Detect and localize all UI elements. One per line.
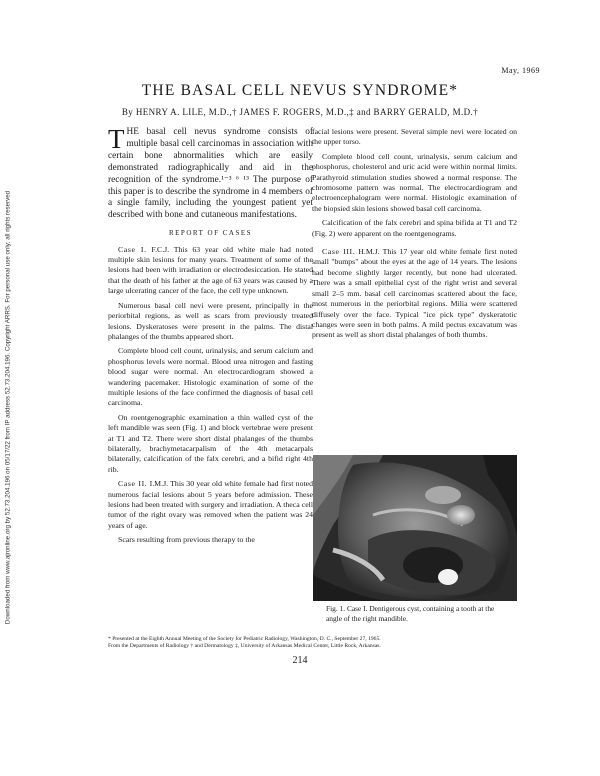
right-paragraph-2: Complete blood cell count, urinalysis, serum calcium and phosphorus, cholesterol and uric acid were within normal limits. Parathyroid stimulation studies showed a normal response. The chromosome pattern was normal. The electrocardiogram and electroencephalogram were normal. Histologic examination of the biopsied skin lesions showed basal cell carcinoma. xyxy=(312,151,517,213)
article-title: THE BASAL CELL NEVUS SYNDROME* xyxy=(141,82,459,99)
case1-paragraph-3: Complete blood cell count, urinalysis, and serum calcium and phosphorus levels were normal. Blood urea nitrogen and fasting blood sugar were normal. An electrocardiogram showed a wandering pacemaker. Histologic examination of some of the multiple lesions of the face confirmed the diagnosis of basal cell carcinoma. xyxy=(108,346,313,408)
case2-paragraph-2: Scars resulting from previous therapy to the xyxy=(118,535,255,545)
case2-text-1: I.M.J. This 30 year old white female had first noted numerous facial lesions about 5 years before admission. These lesions had been treated with surgery and irradiation. A theca cell tumor of the right ovary was removed when the patient was 24 years of age. xyxy=(108,479,313,530)
download-notice-sidebar xyxy=(2,130,14,690)
figure-caption xyxy=(326,604,511,623)
section-heading: REPORT OF CASES xyxy=(168,229,253,238)
case1-paragraph-2: Numerous basal cell nevi were present, principally in the periorbital regions, as well as scars from previously treated lesions. Dyskeratoses were present in the palms. The distal phalanges of the thumbs appeared short. xyxy=(108,300,313,341)
right-paragraph-1: facial lesions were present. Several simple nevi were located on the upper torso. xyxy=(312,127,517,147)
article-authors: By HENRY A. LILE, M.D.,† JAMES F. ROGERS, M.D.,‡ and BARRY GERALD, M.D.† xyxy=(121,107,479,117)
mandible-radiograph-image xyxy=(313,455,517,601)
footnote-affiliation: From the Departments of Radiology † and Dermatology ‡, University of Arkansas Medical Center, Little Rock, Arkansas. xyxy=(108,643,381,650)
issue-date: May, 1969 xyxy=(501,66,540,75)
radiograph-figure xyxy=(313,455,517,601)
footnotes xyxy=(108,636,518,651)
download-notice-text: Downloaded from www.ajronline.org by 52.73.204.196 on 05/17/22 from IP address 52.73.204.196. Copyright ARRS. For personal use only; all rights reserved xyxy=(4,190,12,625)
page-number: 214 xyxy=(292,655,308,666)
case1-paragraph-4: On roentgenographic examination a thin walled cyst of the left mandible was seen (Fig. 1) and block vertebrae were present at T1 and T2. There were short distal phalanges of the thumbs bilaterally, brachymetacarpalism of the 4th metacarpals bilaterally, calcification of the falx cerebri, and a bifid right 4th rib. xyxy=(108,412,313,474)
footnote-presented: * Presented at the Eighth Annual Meeting of the Society for Pediatric Radiology, Washington, D. C., September 27, 1965. xyxy=(108,636,381,642)
figure-caption-text: Case I. Dentigerous cyst, containing a tooth at the angle of the right mandible. xyxy=(326,604,495,623)
case3-label: Case III. xyxy=(322,247,356,257)
case1-paragraph-1 xyxy=(108,245,313,297)
right-column xyxy=(312,127,517,345)
case3-paragraph xyxy=(312,247,517,341)
case2-paragraph-1 xyxy=(108,479,313,531)
figure-caption-label: Fig. 1. xyxy=(326,604,346,613)
drop-cap: T xyxy=(108,124,125,154)
right-paragraph-3: Calcification of the falx cerebri and spina bifida at T1 and T2 (Fig. 2) were apparent on the roentgenograms. xyxy=(312,218,517,238)
intro-text: HE basal cell nevus syndrome consists of multiple basal cell carcinomas in association with certain bone abnormalities which are easily demonstrated radiographically and aid in the recognition of the syndrome.¹⁻³ ⁶ ¹³ The purpose of this paper is to describe the syndrome in 4 members of a single family, including the youngest patient yet described with bone and cutaneous manifestations. xyxy=(108,127,313,221)
case3-text: H.M.J. This 17 year old white female first noted small "bumps" about the eyes at the age of 14 years. The lesions had become slightly larger recently, but none had ulcerated. There was a small epithelial cyst of the right wrist and several small 2–5 mm. basal cell carcinomas scattered about the face, most numerous in the periorbital regions. Milia were scattered diffusely over the face. Typical "ice pick type" dyskeratotic changes were seen in both palms. A mild pectus excavatum was present as well as short distal phalanges of both thumbs. xyxy=(312,247,517,340)
case1-label: Case I. xyxy=(118,244,147,254)
intro-paragraph xyxy=(108,124,313,222)
case2-label: Case II. xyxy=(118,479,148,489)
case1-text-1: F.C.J. This 63 year old white male had noted multiple skin lesions for many years. Treatment of some of the lesions had been with irradiation or electrodesiccation. He stated that the death of his father at the age of 63 years was caused by a large ulcerating cancer of the face, the cell type unknown. xyxy=(108,244,313,296)
left-column xyxy=(108,124,313,550)
